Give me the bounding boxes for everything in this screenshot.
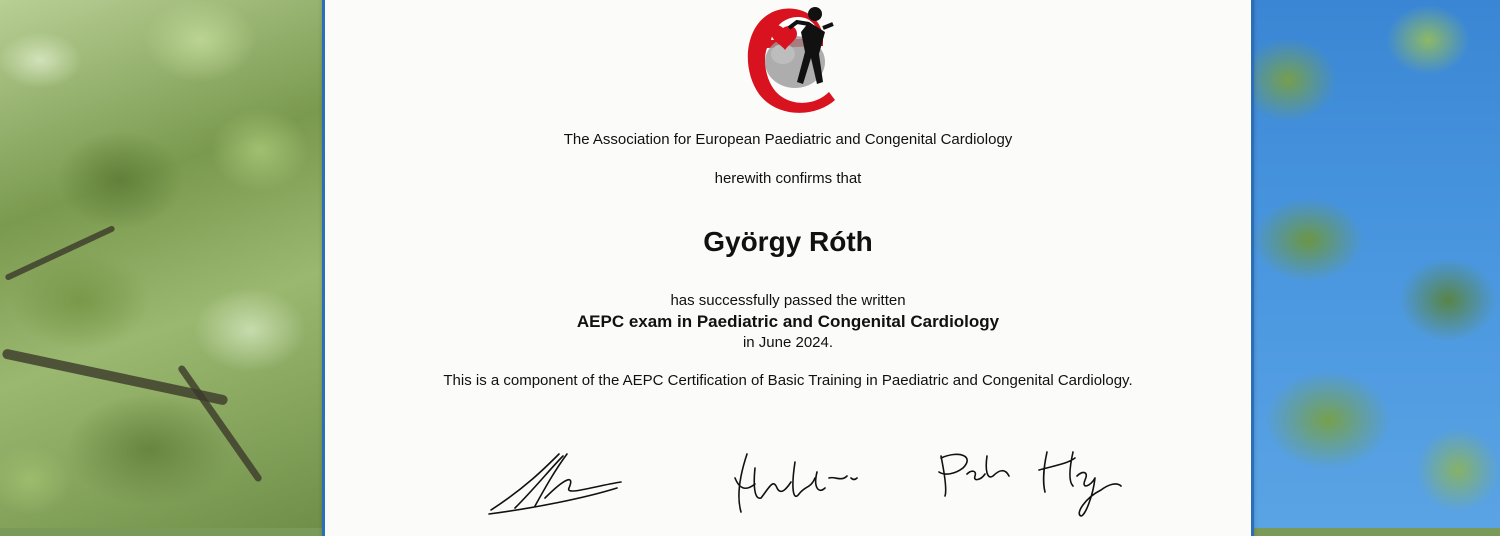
signature-icon: [935, 446, 1125, 522]
exam-date: in June 2024.: [742, 334, 834, 351]
passed-line: has successfully passed the written: [670, 292, 906, 309]
organization-name: The Association for European Paediatric and Congenital Cardiology: [563, 131, 1013, 148]
recipient-name: György Róth: [703, 226, 873, 257]
certificate: [322, 0, 1254, 536]
signature-icon: [725, 448, 865, 518]
background-foliage-right: [1248, 0, 1500, 528]
certification-component-line: This is a component of the AEPC Certification of Basic Training in Paediatric and Congenital Cardiology.: [443, 372, 1133, 389]
exam-name: AEPC exam in Paediatric and Congenital Cardiology: [576, 312, 1000, 331]
aepc-logo-icon: [739, 0, 849, 120]
signature-icon: [485, 448, 625, 518]
confirms-line: herewith confirms that: [714, 170, 862, 187]
background-foliage-left: [0, 0, 330, 528]
